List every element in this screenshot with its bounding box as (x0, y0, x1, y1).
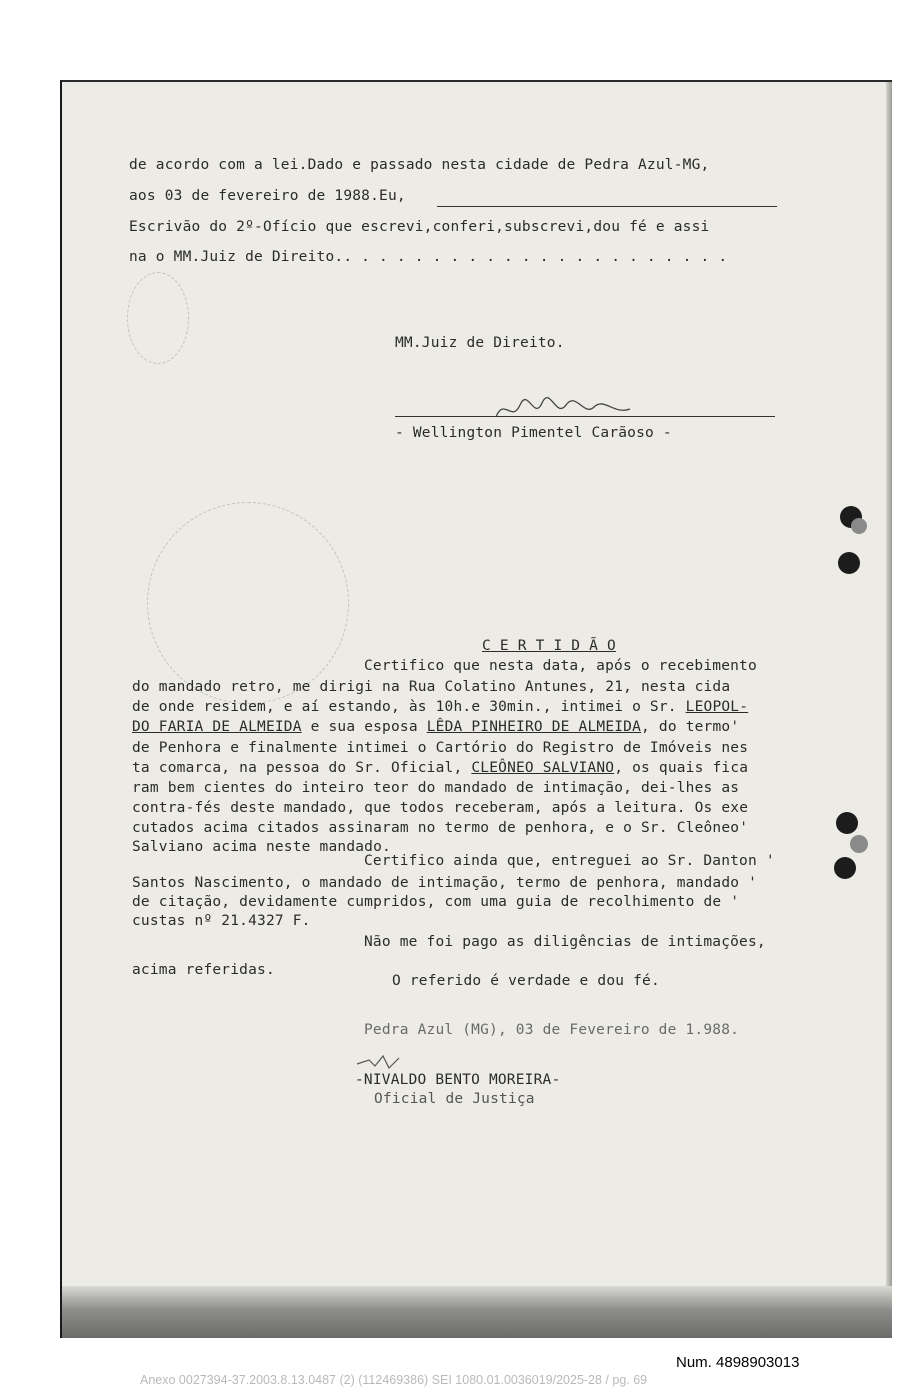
certidao-line-9: cutados acima citados assinaram no termo de penhora, e o Sr. Cleôneo' (132, 820, 749, 836)
certidao-line-5: de Penhora e finalmente intimei o Cartório do Registro de Imóveis nes (132, 740, 749, 756)
certidao-line-14: custas nº 21.4327 F. (132, 913, 311, 929)
certidao-line-6-tail: , os quais fica (614, 760, 749, 776)
paragraph-line-1: de acordo com a lei.Dado e passado nesta cidade de Pedra Azul-MG, (129, 157, 710, 173)
certidao-line-3 (132, 699, 748, 715)
officer-signature-scribble (355, 1052, 415, 1072)
scan-bottom-shadow (62, 1286, 892, 1338)
paragraph-line-2: aos 03 de fevereiro de 1988.Eu, (129, 188, 406, 204)
certidao-line-1: Certifico que nesta data, após o recebimento (364, 658, 757, 674)
page-edge-shadow (886, 82, 892, 1338)
certidao-line-6 (132, 760, 748, 776)
certidao-line-15: Não me foi pago as diligências de intimações, (364, 934, 766, 950)
document-reference: Anexo 0027394-37.2003.8.13.0487 (2) (112469386) SEI 1080.01.0036019/2025-28 / pg. 69 (140, 1373, 648, 1387)
judge-signature-line (395, 416, 775, 417)
faded-seal (147, 502, 349, 704)
certidao-line-2: do mandado retro, me dirigi na Rua Colatino Antunes, 21, nesta cida (132, 679, 731, 695)
faded-stamp (127, 272, 189, 364)
certidao-line-16: acima referidas. (132, 962, 275, 978)
punch-hole (834, 857, 856, 879)
certidao-line-10: Salviano acima neste mandado. (132, 839, 391, 855)
certidao-date: Pedra Azul (MG), 03 de Fevereiro de 1.988. (364, 1022, 740, 1038)
judge-name: - Wellington Pimentel Carãoso - (395, 425, 672, 441)
name-leda: LÊDA PINHEIRO DE ALMEIDA (426, 719, 642, 735)
punch-hole (838, 552, 860, 574)
certidao-line-4-tail: , do termo' (641, 719, 740, 735)
certidao-line-3-text: de onde residem, e aí estando, às 10h.e 30min., intimei o Sr. (132, 699, 677, 715)
certidao-line-17: O referido é verdade e dou fé. (392, 973, 660, 989)
paragraph-line-4: na o MM.Juiz de Direito.. . . . . . . . . . . . . . . . . . . . . . (129, 249, 728, 265)
officer-title: Oficial de Justiça (374, 1091, 535, 1107)
certidao-line-12: Santos Nascimento, o mandado de intimação, termo de penhora, mandado ' (132, 875, 758, 891)
document-number: Num. 4898903013 (676, 1354, 800, 1371)
officer-name: -NIVALDO BENTO MOREIRA- (355, 1072, 561, 1088)
certidao-line-7: ram bem cientes do inteiro teor do mandado de intimação, dei-lhes as (132, 780, 740, 796)
punch-hole (851, 518, 867, 534)
certidao-heading: C E R T I D Ã O (482, 638, 616, 654)
certidao-line-13: de citação, devidamente cumpridos, com uma guia de recolhimento de ' (132, 894, 740, 910)
certidao-line-6-text: ta comarca, na pessoa do Sr. Oficial, (132, 760, 463, 776)
certidao-line-4-text: e sua esposa (310, 719, 418, 735)
certidao-line-4 (132, 719, 739, 735)
punch-hole (850, 835, 868, 853)
judge-title: MM.Juiz de Direito. (395, 335, 565, 351)
judge-signature-scribble (494, 395, 634, 425)
paragraph-line-3: Escrivão do 2º-Ofício que escrevi,conferi,subscrevi,dou fé e assi (129, 219, 710, 235)
certidao-line-11: Certifico ainda que, entreguei ao Sr. Danton ' (364, 853, 775, 869)
name-cleoneo: CLEÔNEO SALVIANO (471, 760, 615, 776)
name-faria: DO FARIA DE ALMEIDA (132, 719, 302, 735)
punch-hole (836, 812, 858, 834)
name-leopol: LEOPOL- (685, 699, 749, 715)
certidao-line-8: contra-fés deste mandado, que todos receberam, após a leitura. Os exe (132, 800, 749, 816)
document-page (60, 80, 892, 1338)
clerk-signature-line (437, 206, 777, 207)
